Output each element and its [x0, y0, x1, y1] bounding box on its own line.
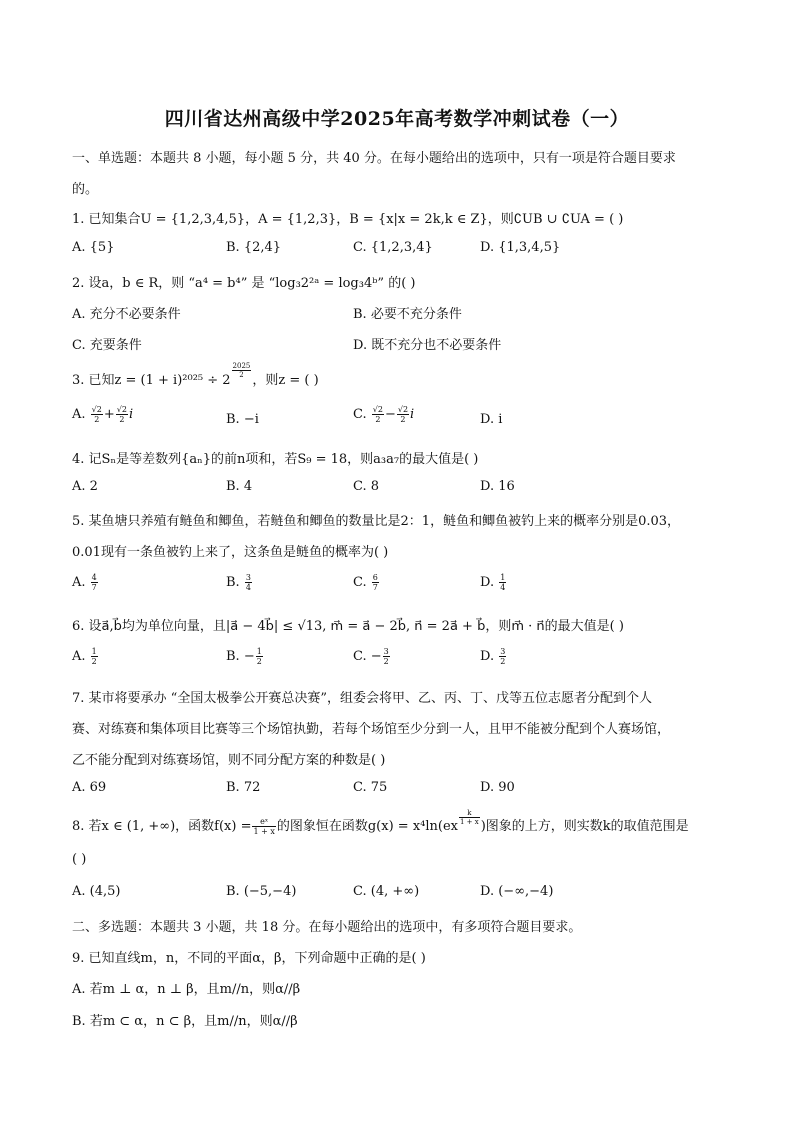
q3-a-frac1: $\frac{√2}{2}$: [91, 405, 102, 424]
q5-stem-cont: 0.01现有一条鱼被钓上来了，这条鱼是鲢鱼的概率为( ): [72, 545, 389, 560]
q1-stem: 1. 已知集合U = {1,2,3,4,5}，A = {1,2,3}，B = {x|x = 2k,k ∈ Z}，则∁UB ∪ ∁UA = ( ): [72, 212, 624, 227]
q5-option-d: D. $\frac{1}{4}$: [480, 573, 506, 592]
q7-option-c: C. 75: [353, 780, 388, 795]
q8-stem: 8. 若x ∈ (1, +∞)，函数f(x) = $\frac{\text{eˣ}}{1 + x}$ 的图象恒在函数g(x) = x⁴ln(ex $\frac{k}{1 + x}$ )图象的上方，则实数k的取值范围是: [72, 809, 689, 836]
q3-a-frac2: $\frac{√2}{2}$: [116, 405, 127, 424]
q4-option-c: C. 8: [353, 479, 380, 494]
q7-option-b: B. 72: [226, 780, 261, 795]
q8-g-exponent: $\frac{k}{1 + x}$: [459, 809, 479, 826]
q5-option-b: B. $\frac{3}{4}$: [226, 573, 251, 592]
q7-stem-cont1: 赛、对练赛和集体项目比赛等三个场馆执勤，若每个场馆至少分到一人，且甲不能被分配到个人赛场馆，: [72, 722, 671, 737]
q8-option-a: A. (4,5): [72, 884, 121, 899]
q8-stem-cont: ( ): [72, 852, 87, 867]
q4-option-b: B. 4: [226, 479, 253, 494]
q8-option-b: B. (−5,−4): [226, 884, 297, 899]
q2-option-d: D. 既不充分也不必要条件: [353, 338, 502, 353]
q2-option-a: A. 充分不必要条件: [72, 307, 181, 322]
q4-option-a: A. 2: [72, 479, 98, 494]
q5-option-a: A. $\frac{4}{7}$: [72, 573, 97, 592]
q5-option-c: C. $\frac{6}{7}$: [353, 573, 378, 592]
q3-option-b: B. −i: [226, 412, 259, 427]
q7-stem: 7. 某市将要承办 “全国太极拳公开赛总决赛”，组委会将甲、乙、丙、丁、戊等五位志愿者分配到个人: [72, 691, 652, 706]
q8-option-c: C. (4, +∞): [353, 884, 420, 899]
q2-option-c: C. 充要条件: [72, 338, 142, 353]
q9-option-b: B. 若m ⊂ α，n ⊂ β，且m//n，则α//β: [72, 1014, 298, 1029]
q6-option-c: C. − $\frac{3}{2}$: [353, 647, 389, 666]
q2-option-b: B. 必要不充分条件: [353, 307, 462, 322]
section1-heading-cont: 的。: [72, 182, 99, 197]
q1-option-a: A. {5}: [72, 240, 115, 255]
q6-option-d: D. $\frac{3}{2}$: [480, 647, 506, 666]
q9-stem: 9. 已知直线m，n，不同的平面α，β，下列命题中正确的是( ): [72, 951, 426, 966]
q3-stem-pre: 3. 已知z = (1 + i)²⁰²⁵ ÷ 2: [72, 373, 231, 388]
q4-stem: 4. 记Sₙ是等差数列{aₙ}的前n项和，若S₉ = 18，则a₃a₇的最大值是( ): [72, 452, 479, 467]
q3-stem: [72, 362, 319, 389]
q9-option-a: A. 若m ⊥ α，n ⊥ β，且m//n，则α//β: [72, 982, 301, 997]
q3-exponent: $\frac{2025}{2}$: [232, 362, 251, 379]
q1-option-c: C. {1,2,3,4}: [353, 240, 433, 255]
q3-option-d: D. i: [480, 412, 503, 427]
q2-stem: 2. 设a，b ∈ R，则 “a⁴ = b⁴” 是 “log₃2²ᵃ = log₃4ᵇ” 的( ): [72, 276, 416, 291]
exam-title: 四川省达州高级中学2025年高考数学冲刺试卷（一）: [164, 108, 630, 130]
q3-option-a: A. $\frac{√2}{2}$ + $\frac{√2}{2}$ i: [72, 405, 134, 424]
q6-option-a: A. $\frac{1}{2}$: [72, 647, 97, 666]
q6-stem: 6. 设a⃗,b⃗均为单位向量，且|a⃗ − 4b⃗| ≤ √13, m⃗ = a⃗ − 2b⃗, n⃗ = 2a⃗ + b⃗，则m⃗ · n⃗的最大值是( ): [72, 619, 624, 634]
section2-heading: 二、多选题：本题共 3 小题，共 18 分。在每小题给出的选项中，有多项符合题目要求。: [72, 920, 582, 935]
q6-option-b: B. − $\frac{1}{2}$: [226, 647, 262, 666]
q3-c-frac2: $\frac{√2}{2}$: [397, 405, 409, 424]
q5-stem: 5. 某鱼塘只养殖有鲢鱼和鲫鱼，若鲢鱼和鲫鱼的数量比是2：1，鲢鱼和鲫鱼被钓上来的概率分别是0.03，: [72, 514, 681, 529]
section1-heading: 一、单选题：本题共 8 小题，每小题 5 分，共 40 分。在每小题给出的选项中，只有一项是符合题目要求: [72, 151, 676, 166]
q3-c-frac1: $\frac{√2}{2}$: [372, 405, 383, 424]
q8-option-d: D. (−∞,−4): [480, 884, 554, 899]
q8-f-fraction: $\frac{\text{eˣ}}{1 + x}$: [253, 817, 275, 836]
q3-stem-post: ，则z = ( ): [252, 373, 319, 388]
q7-stem-cont2: 乙不能分配到对练赛场馆，则不同分配方案的种数是( ): [72, 753, 386, 768]
q3-option-c: C. $\frac{√2}{2}$ − $\frac{√2}{2}$ i: [353, 405, 415, 424]
q7-option-a: A. 69: [72, 780, 107, 795]
q4-option-d: D. 16: [480, 479, 515, 494]
q7-option-d: D. 90: [480, 780, 515, 795]
q1-option-d: D. {1,3,4,5}: [480, 240, 561, 255]
q1-option-b: B. {2,4}: [226, 240, 282, 255]
